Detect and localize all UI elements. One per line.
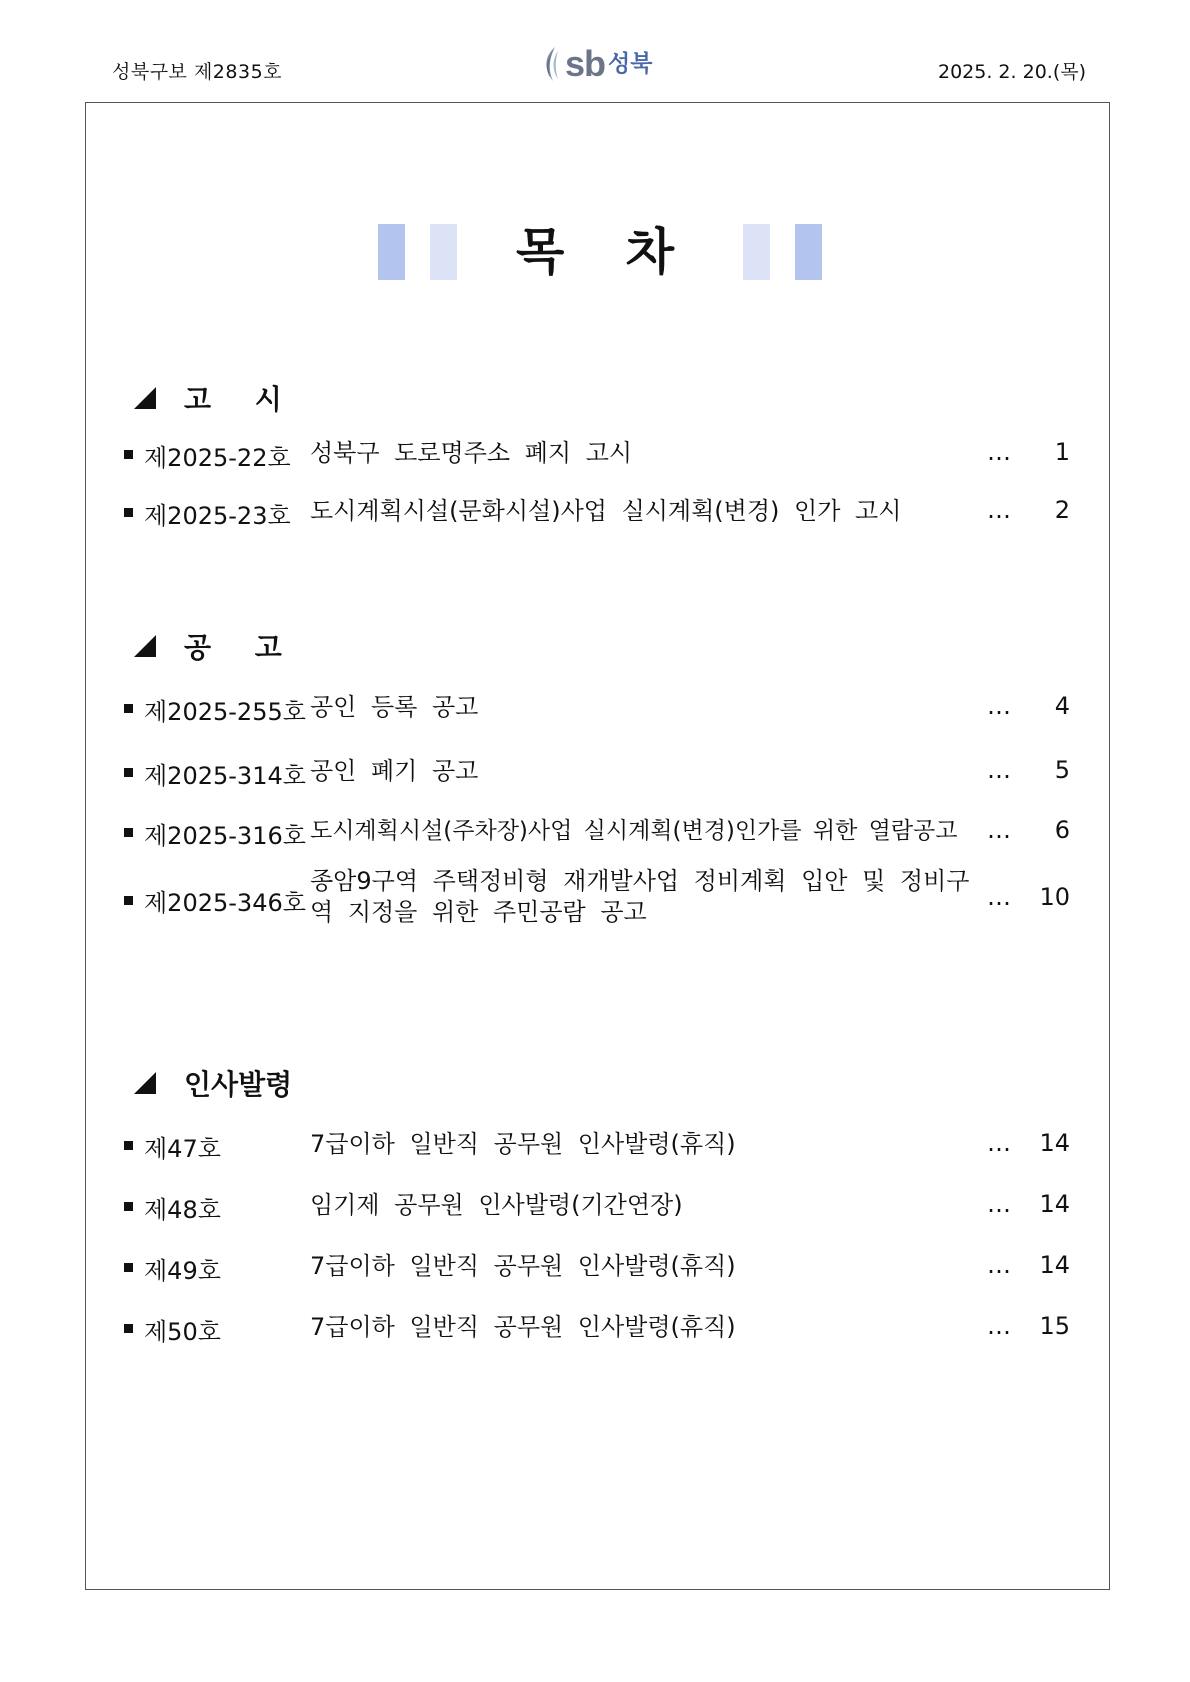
entry-page: 15: [1039, 1312, 1070, 1340]
square-bullet-icon: [124, 896, 133, 905]
entry-page: 10: [1039, 883, 1070, 911]
leaf-mark-icon: [541, 46, 563, 82]
square-bullet-icon: [124, 704, 133, 713]
leader-dots: …: [987, 692, 1012, 720]
entry-title: 공인 폐기 공고: [310, 757, 479, 785]
triangle-marker-icon: [134, 635, 156, 657]
entry-number: 제47호: [144, 1135, 221, 1163]
entry-number: 제50호: [144, 1318, 221, 1346]
seongbuk-logo: [541, 44, 652, 84]
entry-number: 제2025-23호: [144, 502, 291, 530]
entry-title: 도시계획시설(문화시설)사업 실시계획(변경) 인가 고시: [310, 497, 902, 525]
toc-entry[interactable]: [124, 1312, 1070, 1346]
section-heading-notices: [134, 378, 282, 418]
square-bullet-icon: [124, 1263, 133, 1272]
toc-entry[interactable]: [124, 496, 1070, 530]
toc-entry[interactable]: [124, 756, 1070, 790]
entry-number: 제2025-346호: [144, 889, 306, 917]
entry-page: 1: [1054, 438, 1070, 466]
square-bullet-icon: [124, 768, 133, 777]
entry-page: 6: [1054, 816, 1070, 844]
square-bullet-icon: [124, 1202, 133, 1211]
title-bar-right-inner: [743, 224, 770, 280]
entry-title: 7급이하 일반직 공무원 인사발령(휴직): [310, 1130, 736, 1158]
entry-title: 공인 등록 공고: [310, 693, 479, 721]
section-heading-personnel: [134, 1063, 292, 1103]
square-bullet-icon: [124, 450, 133, 459]
page-header: [0, 0, 1190, 100]
toc-entry[interactable]: [124, 1190, 1070, 1224]
entry-page: 2: [1054, 496, 1070, 524]
entry-number: 제49호: [144, 1257, 221, 1285]
section-title: 고 시: [184, 383, 282, 416]
entry-page: 14: [1039, 1129, 1070, 1157]
entry-number: 제2025-316호: [144, 822, 306, 850]
title-block: [0, 220, 1190, 280]
entry-title: 7급이하 일반직 공무원 인사발령(휴직): [310, 1313, 736, 1341]
entry-page: 5: [1054, 756, 1070, 784]
section-title: 인사발령: [184, 1068, 293, 1101]
square-bullet-icon: [124, 508, 133, 517]
toc-entry[interactable]: [124, 692, 1070, 726]
entry-title: 종암9구역 주택정비형 재개발사업 정비계획 입안 및 정비구역 지정을 위한 주민공람 공고: [310, 867, 970, 926]
leader-dots: …: [987, 496, 1012, 524]
section-heading-announcements: [134, 626, 282, 666]
entry-page: 4: [1054, 692, 1070, 720]
entry-title: 도시계획시설(주차장)사업 실시계획(변경)인가를 위한 열람공고: [310, 818, 958, 844]
title-bar-right-outer: [795, 224, 822, 280]
leader-dots: …: [987, 438, 1012, 466]
square-bullet-icon: [124, 1324, 133, 1333]
logo-district-name: 성북: [608, 50, 653, 77]
entry-title: 임기제 공무원 인사발령(기간연장): [310, 1191, 683, 1219]
triangle-marker-icon: [134, 1072, 156, 1094]
entry-number: 제2025-255호: [144, 698, 306, 726]
leader-dots: …: [987, 816, 1012, 844]
toc-entry[interactable]: [124, 866, 1070, 932]
publication-date: 2025. 2. 20.(목): [938, 61, 1086, 83]
entry-number: 제48호: [144, 1196, 221, 1224]
toc-entry[interactable]: [124, 1251, 1070, 1285]
square-bullet-icon: [124, 1141, 133, 1150]
toc-entry[interactable]: [124, 438, 1070, 472]
leader-dots: …: [987, 1190, 1012, 1218]
square-bullet-icon: [124, 828, 133, 837]
toc-entry[interactable]: [124, 816, 1070, 850]
toc-entry[interactable]: [124, 1129, 1070, 1163]
leader-dots: …: [987, 756, 1012, 784]
leader-dots: …: [987, 883, 1012, 911]
leader-dots: …: [987, 1129, 1012, 1157]
gazette-issue: 성북구보 제2835호: [112, 61, 283, 83]
entry-title: 7급이하 일반직 공무원 인사발령(휴직): [310, 1252, 736, 1280]
entry-title: 성북구 도로명주소 폐지 고시: [310, 439, 633, 467]
page-title: 목 차: [515, 223, 696, 281]
entry-page: 14: [1039, 1251, 1070, 1279]
entry-page: 14: [1039, 1190, 1070, 1218]
section-title: 공 고: [184, 631, 282, 664]
leader-dots: …: [987, 1251, 1012, 1279]
logo-wordmark: sb: [565, 43, 606, 84]
triangle-marker-icon: [134, 387, 156, 409]
entry-number: 제2025-22호: [144, 444, 291, 472]
entry-number: 제2025-314호: [144, 762, 306, 790]
leader-dots: …: [987, 1312, 1012, 1340]
